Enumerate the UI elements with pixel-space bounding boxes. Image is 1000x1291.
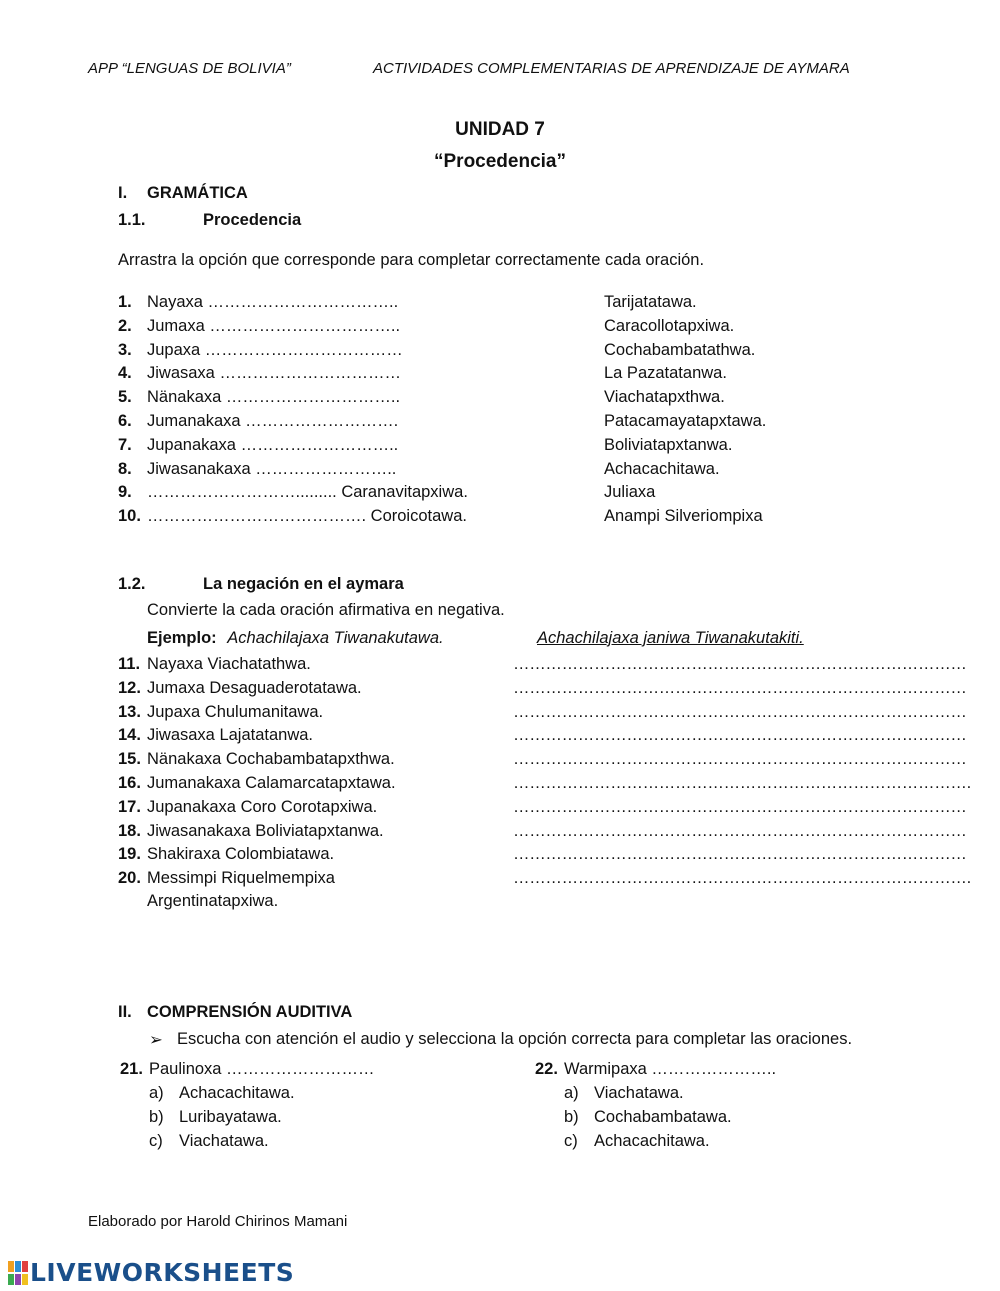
negation-item-sentence: Nayaxa Viachatathwa. (147, 655, 311, 673)
item-text: Jiwasaxa …………………………… (147, 364, 401, 383)
section2-heading: COMPRENSIÓN AUDITIVA (147, 1003, 353, 1021)
section2-number: II. (118, 1003, 132, 1021)
answer-input-line[interactable]: ………………………………………………………………………… (513, 797, 967, 816)
item-number: 9. (118, 483, 132, 502)
item-number: 10. (118, 507, 141, 526)
question-21-option[interactable]: Luribayatawa. (179, 1108, 282, 1126)
answer-input-line[interactable]: ………………………………………………………………………… (513, 655, 967, 673)
question-22-text: Warmipaxa ………………….. (564, 1060, 777, 1078)
example-label: Ejemplo: (147, 629, 217, 647)
header-activity-title: ACTIVIDADES COMPLEMENTARIAS DE APRENDIZAJE DE AYMARA (373, 60, 850, 77)
negation-item-sentence: Messimpi Riquelmempixa (147, 869, 335, 888)
subsection-1-1-number: 1.1. (118, 211, 146, 229)
question-22-option-letter[interactable]: b) (564, 1108, 579, 1126)
item-number: 3. (118, 340, 132, 359)
drag-option[interactable]: Caracollotapxiwa. (604, 316, 735, 335)
instruction-listen: Escucha con atención el audio y selecciona la opción correcta para completar las oraciones. (177, 1030, 853, 1048)
item-20-continuation: Argentinatapxiwa. (147, 892, 279, 910)
item-text: Nayaxa …………………………….. (147, 293, 399, 311)
item-number: 8. (118, 459, 132, 478)
drag-option[interactable]: Patacamayatapxtawa. (604, 412, 767, 430)
instruction-drag: Arrastra la opción que corresponde para completar correctamente cada oración. (118, 251, 705, 269)
bullet-arrow-icon: ➢ (149, 1031, 163, 1049)
item-text: Jiwasanakaxa …………………….. (147, 459, 397, 478)
item-text: …………………………………. Coroicotawa. (147, 507, 467, 526)
answer-input-line[interactable]: …………………………………………………………………………. (513, 869, 971, 888)
question-22-option-letter[interactable]: a) (564, 1084, 579, 1102)
drag-option[interactable]: Cochabambatathwa. (604, 340, 756, 359)
question-21-number: 21. (120, 1060, 143, 1078)
negation-item-number: 16. (118, 774, 141, 792)
item-text: Jumaxa …………………………….. (147, 316, 401, 335)
negation-item-number: 20. (118, 869, 141, 888)
subsection-1-2-heading: La negación en el aymara (203, 575, 404, 593)
question-21-option-letter[interactable]: b) (149, 1108, 164, 1126)
drag-option[interactable]: Achacachitawa. (604, 459, 720, 478)
instruction-negation: Convierte la cada oración afirmativa en negativa. (147, 601, 505, 619)
example-answer: Achachilajaxa janiwa Tiwanakutakiti. (537, 629, 804, 647)
negation-item-sentence: Jumaxa Desaguaderotatawa. (147, 678, 362, 697)
section1-heading: GRAMÁTICA (147, 184, 248, 202)
drag-option[interactable]: Viachatapxthwa. (604, 388, 725, 407)
subsection-1-1-heading: Procedencia (203, 211, 302, 229)
question-21-option-letter[interactable]: c) (149, 1132, 163, 1150)
negation-item-number: 12. (118, 678, 141, 697)
drag-option[interactable]: La Pazatatanwa. (604, 364, 727, 383)
item-number: 5. (118, 388, 132, 407)
negation-item-sentence: Jiwasaxa Lajatatanwa. (147, 726, 314, 745)
item-text: ………………………......... Caranavitapxiwa. (147, 483, 468, 502)
item-text: Jupaxa ……………………………… (147, 340, 403, 359)
negation-item-number: 13. (118, 702, 141, 721)
negation-item-number: 11. (118, 655, 141, 673)
item-number: 7. (118, 435, 132, 454)
negation-item-sentence: Nänakaxa Cochabambatapxthwa. (147, 750, 395, 769)
example-sentence: Achachilajaxa Tiwanakutawa. (227, 629, 444, 647)
question-22-number: 22. (535, 1060, 558, 1078)
answer-input-line[interactable]: ………………………………………………………………………… (513, 845, 967, 864)
negation-item-sentence: Jumanakaxa Calamarcatapxtawa. (147, 774, 396, 792)
section1-number: I. (118, 184, 128, 202)
header-app-name: APP “LENGUAS DE BOLIVIA” (88, 60, 291, 77)
drag-option[interactable]: Juliaxa (604, 483, 656, 502)
subsection-1-2-number: 1.2. (118, 575, 146, 593)
unit-subtitle: “Procedencia” (434, 151, 566, 172)
item-text: Jumanakaxa ………………………. (147, 412, 399, 430)
example-row (147, 629, 444, 648)
drag-option[interactable]: Tarijatatawa. (604, 293, 697, 311)
negation-item-sentence: Jupaxa Chulumanitawa. (147, 702, 324, 721)
question-21-option-letter[interactable]: a) (149, 1084, 164, 1102)
negation-item-number: 19. (118, 845, 141, 864)
negation-item-sentence: Jupanakaxa Coro Corotapxiwa. (147, 797, 378, 816)
question-22-option-letter[interactable]: c) (564, 1132, 578, 1150)
negation-item-number: 15. (118, 750, 141, 769)
negation-item-number: 18. (118, 821, 141, 840)
question-21-option[interactable]: Viachatawa. (179, 1132, 269, 1150)
negation-item-sentence: Jiwasanakaxa Boliviatapxtanwa. (147, 821, 384, 840)
question-22-option[interactable]: Cochabambatawa. (594, 1108, 732, 1126)
negation-item-sentence: Shakiraxa Colombiatawa. (147, 845, 335, 864)
item-number: 1. (118, 293, 132, 311)
drag-option[interactable]: Anampi Silveriompixa (604, 507, 763, 526)
question-21-text: Paulinoxa ……………………… (149, 1060, 375, 1078)
item-text: Jupanakaxa ……………………….. (147, 435, 399, 454)
item-text: Nänakaxa ………………………….. (147, 388, 401, 407)
negation-item-number: 14. (118, 726, 141, 745)
question-22-option[interactable]: Achacachitawa. (594, 1132, 710, 1150)
negation-item-number: 17. (118, 797, 141, 816)
item-number: 4. (118, 364, 132, 383)
liveworksheets-logo-text: LIVEWORKSHEETS (30, 1258, 295, 1287)
answer-input-line[interactable]: ………………………………………………………………………… (513, 821, 967, 840)
answer-input-line[interactable]: ………………………………………………………………………… (513, 702, 967, 721)
drag-option[interactable]: Boliviatapxtanwa. (604, 435, 733, 454)
answer-input-line[interactable]: ………………………………………………………………………… (513, 726, 967, 745)
question-22-option[interactable]: Viachatawa. (594, 1084, 684, 1102)
answer-input-line[interactable]: ………………………………………………………………………… (513, 678, 967, 697)
author-credit: Elaborado por Harold Chirinos Mamani (88, 1213, 348, 1230)
unit-title: UNIDAD 7 (455, 119, 545, 140)
liveworksheets-logo-icon (8, 1261, 28, 1285)
question-21-option[interactable]: Achacachitawa. (179, 1084, 295, 1102)
item-number: 6. (118, 412, 132, 430)
item-number: 2. (118, 316, 132, 335)
answer-input-line[interactable]: ………………………………………………………………………… (513, 750, 967, 769)
answer-input-line[interactable]: …………………………………………………………………………. (513, 774, 971, 792)
